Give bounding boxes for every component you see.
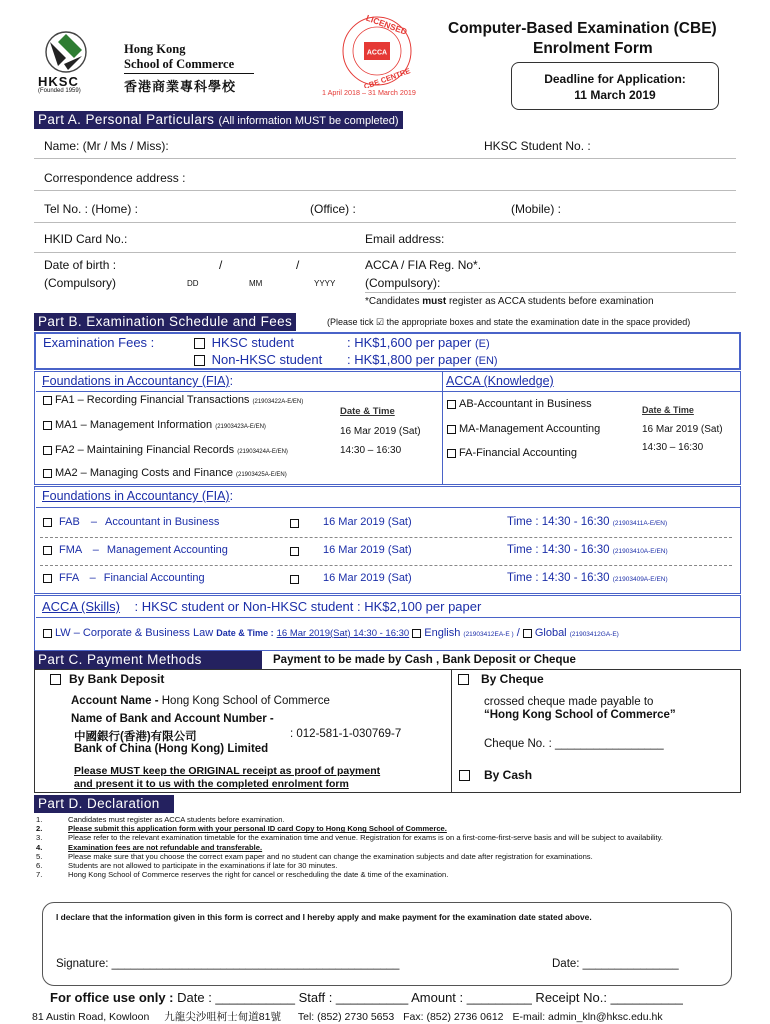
account-name-label: Account Name - <box>71 695 159 707</box>
lw-label: LW – Corporate & Business Law <box>55 627 214 639</box>
part-c-subtitle: Payment to be made by Cash , Bank Deposit or Cheque <box>273 654 576 666</box>
fia2-time-label-ffa: Time : <box>507 572 539 584</box>
declaration-number: 3. <box>36 833 43 843</box>
fia2-checkbox-fma[interactable] <box>43 546 52 555</box>
bank-name-zh: 中國銀行(香港)有限公司 <box>74 731 197 743</box>
fia2-code-fab: FAB <box>59 516 80 528</box>
fee-hksc-checkbox[interactable] <box>194 338 205 349</box>
declaration-number: 2. <box>36 824 43 834</box>
lw-global: Global <box>534 627 567 639</box>
office-use-label: For office use only : <box>50 990 174 1005</box>
footer-email: E-mail: admin_kln@hksc.edu.hk <box>512 1011 663 1023</box>
fee-hksc-row[interactable] <box>194 335 294 350</box>
cheque-note-1: crossed cheque made payable to <box>484 696 654 708</box>
fia2-date-fma: 16 Mar 2019 (Sat) <box>323 544 412 556</box>
acca-k-label-fa: FA-Financial Accounting <box>459 447 578 459</box>
fia2-ref-ffa: (21903409A-E/EN) <box>612 576 668 583</box>
declaration-text: Please make sure that you choose the correct exam paper and no student can change the examination subjects and date after registration for examinations. <box>68 851 593 861</box>
seal-top-text: LICENSED <box>364 14 409 37</box>
seal-dates: 1 April 2018 – 31 March 2019 <box>322 88 416 97</box>
tel-office-label[interactable]: (Office) : <box>310 202 356 216</box>
fia2-dash-fma: – <box>92 544 99 556</box>
fia2-row-fab[interactable] <box>43 516 733 528</box>
fia2-code-ffa: FFA <box>59 572 79 584</box>
fia-time: 14:30 – 16:30 <box>340 445 402 456</box>
acca-reg-label[interactable]: ACCA / FIA Reg. No*. <box>365 258 482 272</box>
fia2-date-checkbox-fab[interactable] <box>290 519 299 528</box>
fia2-date-ffa: 16 Mar 2019 (Sat) <box>323 572 412 584</box>
fia2-dash-ffa: – <box>89 572 96 584</box>
payment-divider <box>451 669 452 793</box>
lw-english-code: (21903412EA-E ) <box>463 631 514 638</box>
acca-k-label-ab: AB-Accountant in Business <box>459 398 592 410</box>
declaration-text: Please submit this application form with your personal ID card Copy to Hong Kong School of Commerce. <box>68 824 447 834</box>
fia2-ref-fma: (21903410A-E/EN) <box>612 548 668 555</box>
fia2-time-fab <box>507 516 667 528</box>
declaration-number: 4. <box>36 842 43 852</box>
declaration-item <box>34 861 724 870</box>
signature-field[interactable]: Signature: _____________________________________________ <box>56 958 400 970</box>
fee-hksc-label: HKSC student <box>211 335 294 350</box>
declaration-text: Examination fees are not refundable and transferable. <box>68 842 263 852</box>
fia-code-ma2: (21903425A-E/EN) <box>236 472 287 478</box>
fia2-time-value-fma: 14:30 - 16:30 <box>541 544 610 556</box>
candidates-note-must: must <box>422 296 447 307</box>
fia-checkbox-ma1[interactable] <box>43 421 52 430</box>
fia-checkbox-ma2[interactable] <box>43 469 52 478</box>
part-a-title-text: Part A. Personal Particulars <box>38 112 215 127</box>
logo-text: HKSC <box>38 74 79 89</box>
acca-k-item-fa[interactable] <box>447 447 577 459</box>
candidates-note <box>365 296 654 307</box>
acca-k-date-time-label: Date & Time <box>642 405 694 415</box>
dob-slash-2: / <box>296 258 300 272</box>
cheque-label: By Cheque <box>481 672 544 686</box>
footer-address-zh: 九龍尖沙咀柯士甸道81號 <box>164 1011 281 1023</box>
part-b-title: Part B. Examination Schedule and Fees <box>34 313 296 331</box>
fee-non-code: (EN) <box>474 355 498 367</box>
fia-item-fa2[interactable] <box>43 444 288 456</box>
declaration-list <box>34 815 724 879</box>
fia-item-ma2[interactable] <box>43 467 287 479</box>
form-title-1: Computer-Based Examination (CBE) <box>448 20 717 37</box>
fia2-time-label-fma: Time : <box>507 544 539 556</box>
declaration-item <box>34 824 724 833</box>
candidates-note-1: *Candidates <box>365 296 423 307</box>
bank-deposit-label: By Bank Deposit <box>69 672 165 686</box>
tel-mobile-label[interactable]: (Mobile) : <box>511 202 562 216</box>
cheque-no-field[interactable]: Cheque No. : _________________ <box>484 738 664 750</box>
cash-checkbox[interactable] <box>459 770 470 781</box>
declaration-statement: I declare that the information given in this form is correct and I hereby apply and make payment for the examination date stated above. <box>56 912 592 922</box>
email-label[interactable]: Email address: <box>365 232 445 246</box>
fia-heading-colon: : <box>229 374 234 388</box>
cash-label: By Cash <box>484 768 533 782</box>
lw-checkbox[interactable] <box>43 629 52 638</box>
fia-heading-text: Foundations in Accountancy (FIA) <box>42 374 230 388</box>
fia-code-fa1: (21903422A-E/EN) <box>252 399 304 405</box>
fia2-heading <box>42 489 233 503</box>
footer-address-en: 81 Austin Road, Kowloon <box>32 1011 150 1023</box>
fia-heading <box>42 374 233 388</box>
lw-date-2: (Sat) 14:30 - 16:30 <box>329 628 410 639</box>
acca-k-heading: ACCA (Knowledge) <box>446 374 554 388</box>
fia-item-fa1[interactable] <box>43 394 303 406</box>
part-c-title: Part C. Payment Methods <box>34 651 262 669</box>
declaration-item <box>34 833 724 842</box>
fia-label-fa1: FA1 – Recording Financial Transactions <box>55 394 250 406</box>
fia-label-ma2: MA2 – Managing Costs and Finance <box>55 467 233 479</box>
bank-deposit-option[interactable] <box>50 672 164 686</box>
cash-option[interactable] <box>459 768 532 782</box>
fia2-ref-fab: (21903411A-E/EN) <box>612 520 668 527</box>
fia2-divider-1 <box>40 537 732 538</box>
office-use-fields: Date : ___________ Staff : __________ Amount : _________ Receipt No.: __________ <box>177 990 683 1005</box>
fia-code-fa2: (21903424A-E/EN) <box>237 449 288 455</box>
fia2-checkbox-fab[interactable] <box>43 518 52 527</box>
part-a-title <box>34 111 403 129</box>
fee-non-row[interactable] <box>194 352 322 367</box>
account-number: : 012-581-1-030769-7 <box>290 728 402 740</box>
acca-skills-rule <box>36 617 740 618</box>
fia2-time-value-ffa: 14:30 - 16:30 <box>541 572 610 584</box>
fia2-row-fma[interactable] <box>43 544 733 556</box>
student-no-label[interactable]: HKSC Student No. : <box>484 139 591 153</box>
cheque-note-2: “Hong Kong School of Commerce” <box>484 709 676 721</box>
acca-k-time: 14:30 – 16:30 <box>642 442 704 453</box>
fia-divider <box>442 372 443 484</box>
seal-bottom-text: CBE CENTRE <box>362 66 412 88</box>
acca-k-label-ma: MA-Management Accounting <box>459 423 601 435</box>
footer-address-row <box>32 1009 663 1024</box>
signature-date-field[interactable]: Date: _______________ <box>552 958 679 970</box>
dob-compulsory: (Compulsory) <box>44 276 117 290</box>
candidates-note-2: register as ACCA students before examination <box>446 296 654 307</box>
account-name-value: Hong Kong School of Commerce <box>161 695 330 707</box>
fia2-time-ffa <box>507 572 668 584</box>
seal-center-text: ACCA <box>366 49 388 57</box>
fee-hksc-amount: : HK$1,600 per paper <box>347 335 472 350</box>
fia2-time-fma <box>507 544 668 556</box>
fia-item-ma1[interactable] <box>43 419 266 431</box>
fia2-heading-rule <box>36 507 740 508</box>
dob-mm: MM <box>249 279 263 288</box>
fia2-heading-colon: : <box>229 489 234 503</box>
fia-date: 16 Mar 2019 (Sat) <box>340 426 421 437</box>
logo-founded: (Founded 1959) <box>38 88 81 94</box>
declaration-number: 5. <box>36 851 43 861</box>
school-name-en-2: School of Commerce <box>124 57 254 74</box>
fia-date-time-label: Date & Time <box>340 406 395 417</box>
fia-checkbox-fa2[interactable] <box>43 446 52 455</box>
acca-k-checkbox-ma[interactable] <box>447 425 456 434</box>
acca-k-date: 16 Mar 2019 (Sat) <box>642 424 723 435</box>
lw-english-checkbox[interactable] <box>412 629 421 638</box>
fee-non-label: Non-HKSC student <box>211 352 323 367</box>
fia2-name-fma: Management Accounting <box>106 544 228 556</box>
fee-non-amount: : HK$1,800 per paper <box>347 352 472 367</box>
fee-hksc-code: (E) <box>474 338 490 350</box>
acca-k-checkbox-ab[interactable] <box>447 400 456 409</box>
fee-non-value <box>347 352 498 367</box>
dob-dd: DD <box>187 279 199 288</box>
lw-date: 16 Mar 2019 <box>276 628 330 639</box>
address-label[interactable]: Correspondence address : <box>44 171 186 185</box>
acca-skills-fee: : HKSC student or Non-HKSC student : HK$2,100 per paper <box>134 599 482 614</box>
declaration-number: 7. <box>36 870 43 880</box>
lw-global-code: (21903412GA-E) <box>569 631 619 638</box>
school-name-zh: 香港商業專科學校 <box>124 79 237 94</box>
lw-english: English <box>424 627 461 639</box>
fia2-time-label-fab: Time : <box>507 516 539 528</box>
form-title-2: Enrolment Form <box>533 40 653 57</box>
cheque-checkbox[interactable] <box>458 674 469 685</box>
dob-slash-1: / <box>219 258 223 272</box>
fia-label-fa2: FA2 – Maintaining Financial Records <box>55 444 235 456</box>
part-b-note: (Please tick ☑ the appropriate boxes and state the examination date in the space provided) <box>327 317 691 327</box>
lw-separator: / <box>516 627 520 639</box>
acca-skills-heading <box>42 599 481 614</box>
declaration-item <box>34 852 724 861</box>
deadline-box <box>511 62 719 110</box>
bank-account-label: Name of Bank and Account Number - <box>71 713 274 725</box>
acca-seal <box>338 14 416 88</box>
fia2-heading-text: Foundations in Accountancy (FIA) <box>42 489 230 503</box>
deadline-date: 11 March 2019 <box>574 88 656 102</box>
fee-hksc-value <box>347 335 490 350</box>
fia-code-ma1: (21903423A-E/EN) <box>215 424 266 430</box>
fia2-date-fab: 16 Mar 2019 (Sat) <box>323 516 412 528</box>
fia2-name-fab: Accountant in Business <box>104 516 220 528</box>
bank-deposit-checkbox[interactable] <box>50 674 61 685</box>
office-use-row <box>50 990 683 1005</box>
fia-checkbox-fa1[interactable] <box>43 396 52 405</box>
acca-reg-compulsory: (Compulsory): <box>365 276 441 290</box>
declaration-text: Hong Kong School of Commerce reserves the right for cancel or rescheduling the date & time of the examination. <box>68 870 449 880</box>
declaration-item <box>34 815 724 824</box>
declaration-text: Students are not allowed to participate in the examinations if late for 30 minutes. <box>68 861 338 871</box>
fia2-row-ffa[interactable] <box>43 572 733 584</box>
declaration-number: 1. <box>36 815 43 824</box>
fia2-name-ffa: Financial Accounting <box>103 572 205 584</box>
fia-label-ma1: MA1 – Management Information <box>55 419 213 431</box>
declaration-item <box>34 843 724 852</box>
fia-heading-rule <box>36 391 740 392</box>
fia2-date-checkbox-fma[interactable] <box>290 547 299 556</box>
lw-global-checkbox[interactable] <box>523 629 532 638</box>
acca-k-item-ab[interactable] <box>447 398 592 410</box>
bank-name-en: Bank of China (Hong Kong) Limited <box>74 743 269 755</box>
account-name-row <box>71 695 330 707</box>
fia2-time-value-fab: 14:30 - 16:30 <box>541 516 610 528</box>
name-label[interactable]: Name: (Mr / Ms / Miss): <box>44 139 169 153</box>
acca-skills-title: ACCA (Skills) <box>42 599 121 614</box>
fia2-dash-fab: – <box>90 516 97 528</box>
hkid-label[interactable]: HKID Card No.: <box>44 232 128 246</box>
deadline-label: Deadline for Application: <box>544 72 686 86</box>
cheque-option[interactable] <box>458 672 544 686</box>
footer-tel: Tel: (852) 2730 5653 <box>297 1011 395 1023</box>
declaration-text: Candidates must register as ACCA students before examination. <box>68 815 285 824</box>
acca-k-item-ma[interactable] <box>447 423 600 435</box>
fee-non-checkbox[interactable] <box>194 355 205 366</box>
dob-label[interactable]: Date of birth : <box>44 258 117 272</box>
fees-label: Examination Fees : <box>43 335 155 350</box>
dob-yyyy: YYYY <box>314 279 336 288</box>
declaration-number: 6. <box>36 861 43 871</box>
footer-fax: Fax: (852) 2736 0612 <box>403 1011 504 1023</box>
receipt-note-1: Please MUST keep the ORIGINAL receipt as proof of payment <box>74 765 381 777</box>
part-a-note: (All information MUST be completed) <box>218 115 399 127</box>
acca-k-checkbox-fa[interactable] <box>447 449 456 458</box>
fia2-divider-2 <box>40 565 732 566</box>
lw-row[interactable] <box>43 627 619 639</box>
fia2-date-checkbox-ffa[interactable] <box>290 575 299 584</box>
fia2-checkbox-ffa[interactable] <box>43 574 52 583</box>
fia2-code-fma: FMA <box>59 544 82 556</box>
declaration-item <box>34 870 724 879</box>
school-name-en-1: Hong Kong <box>124 42 186 56</box>
part-d-title: Part D. Declaration <box>34 795 174 813</box>
declaration-text: Please refer to the relevant examination timetable for the examination time and venue. Registration for exams is on a first-come-first-serve basis and will be subject to availability. <box>68 833 663 843</box>
lw-date-time-label: Date & Time : <box>216 628 274 638</box>
receipt-note-2: and present it to us with the completed enrolment form <box>74 778 349 790</box>
tel-home-label[interactable]: Tel No. : (Home) : <box>44 202 139 216</box>
